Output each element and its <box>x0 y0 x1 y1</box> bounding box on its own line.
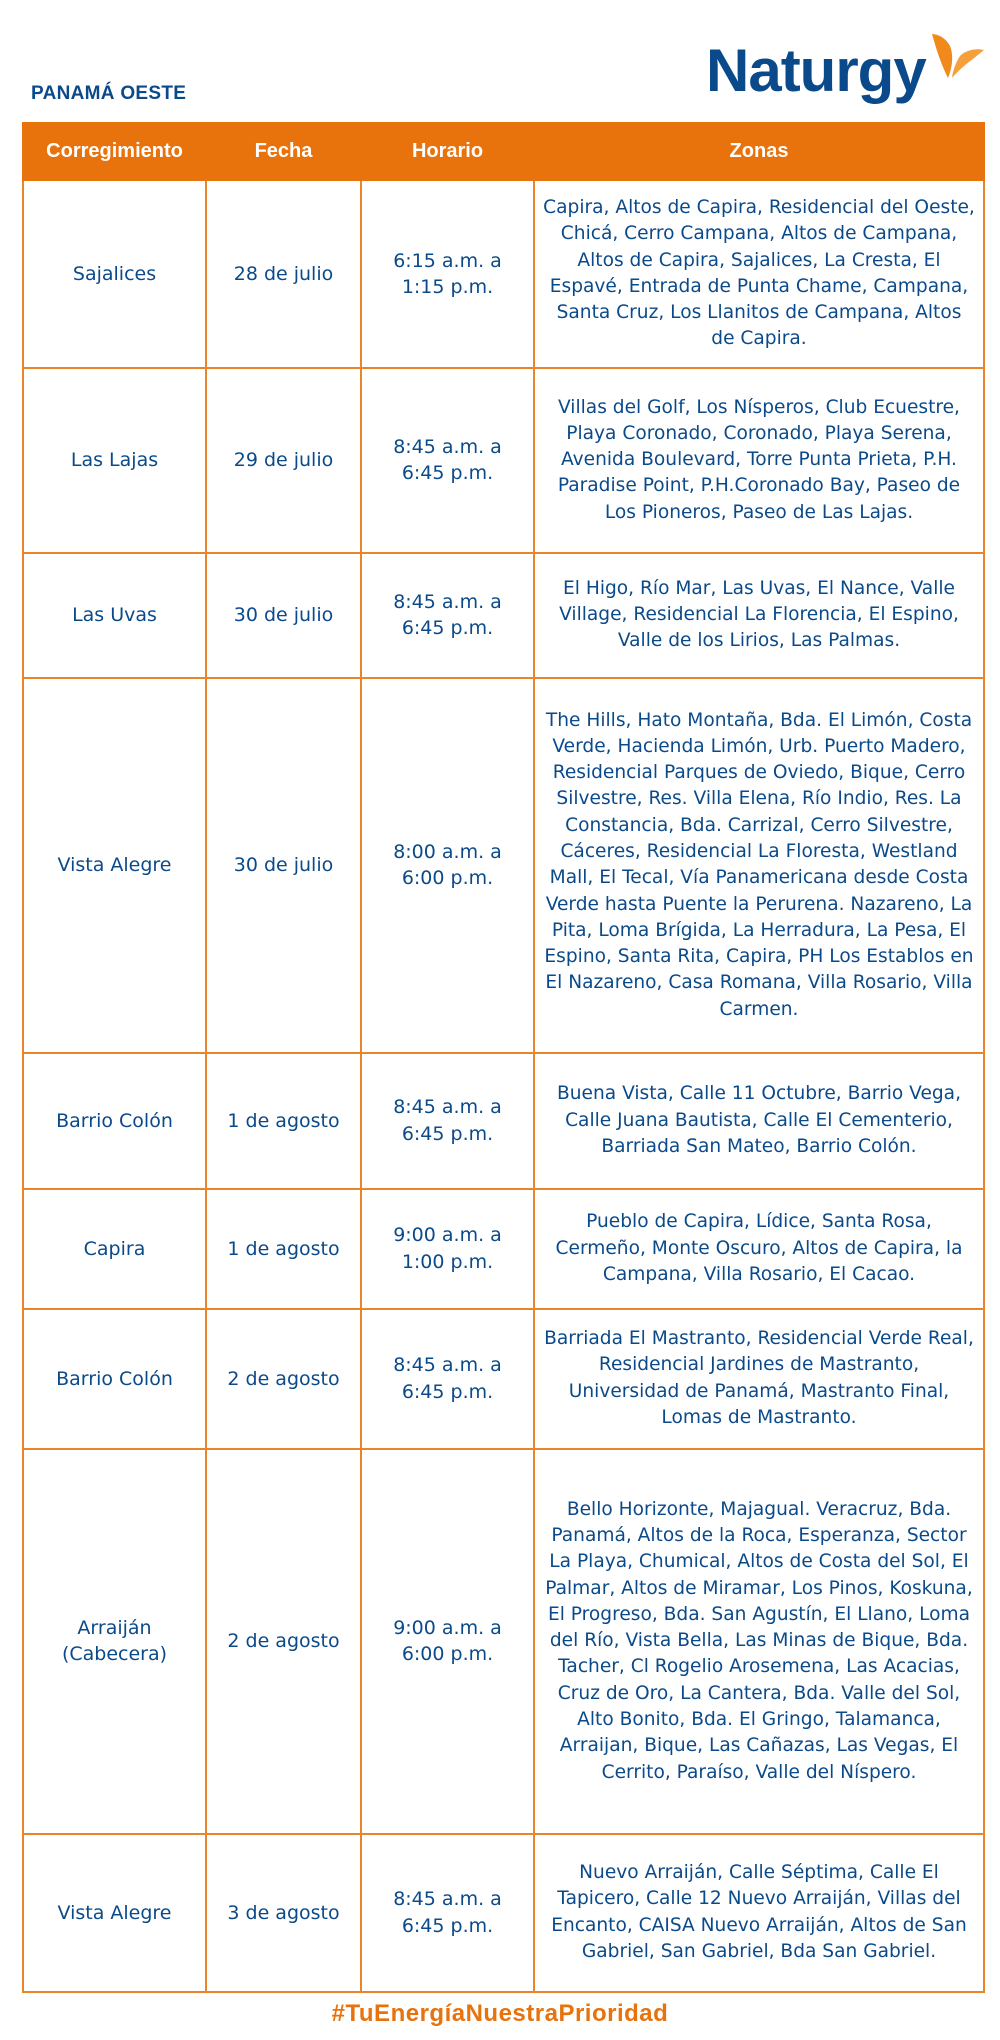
cell-horario: 8:45 a.m. a 6:45 p.m. <box>361 553 534 678</box>
schedule-table <box>22 122 985 1993</box>
cell-fecha: 30 de julio <box>206 553 361 678</box>
cell-zonas: El Higo, Río Mar, Las Uvas, El Nance, Valle Village, Residencial La Florencia, El Espino, Valle de los Lirios, Las Palmas. <box>534 553 984 678</box>
table-row <box>23 1834 984 1992</box>
cell-zonas: Nuevo Arraiján, Calle Séptima, Calle El Tapicero, Calle 12 Nuevo Arraiján, Villas del Encanto, CAISA Nuevo Arraiján, Altos de San Gabriel, San Gabriel, Bda San Gabriel. <box>534 1834 984 1992</box>
cell-fecha: 1 de agosto <box>206 1053 361 1189</box>
cell-corregimiento: Vista Alegre <box>23 1834 206 1992</box>
cell-fecha: 3 de agosto <box>206 1834 361 1992</box>
table-row <box>23 368 984 553</box>
cell-zonas: Bello Horizonte, Majagual. Veracruz, Bda. Panamá, Altos de la Roca, Esperanza, Sector La Playa, Chumical, Altos de Costa del Sol, El Palmar, Altos de Miramar, Los Pinos, Koskuna, El Progreso, Bda. San Agustín, El Llano, Loma del Río, Vista Bella, Las Minas de Bique, Bda. Tacher, Cl Rogelio Arosemena, Las Acacias, Cruz de Oro, La Cantera, Bda. Valle del Sol, Alto Bonito, Bda. El Gringo, Talamanca, Arraijan, Bique, Las Cañazas, Las Vegas, El Cerrito, Paraíso, Valle del Níspero. <box>534 1449 984 1834</box>
cell-corregimiento: Barrio Colón <box>23 1309 206 1449</box>
cell-horario: 8:45 a.m. a 6:45 p.m. <box>361 1053 534 1189</box>
cell-fecha: 2 de agosto <box>206 1449 361 1834</box>
table-row <box>23 553 984 678</box>
cell-zonas: Buena Vista, Calle 11 Octubre, Barrio Vega, Calle Juana Bautista, Calle El Cementerio, Barriada San Mateo, Barrio Colón. <box>534 1053 984 1189</box>
cell-corregimiento: Las Uvas <box>23 553 206 678</box>
column-header-zonas: Zonas <box>534 123 984 180</box>
cell-zonas: The Hills, Hato Montaña, Bda. El Limón, Costa Verde, Hacienda Limón, Urb. Puerto Madero, Residencial Parques de Oviedo, Bique, Cerro Silvestre, Res. Villa Elena, Río Indio, Res. La Constancia, Bda. Carrizal, Cerro Silvestre, Cáceres, Residencial La Floresta, Westland Mall, El Tecal, Vía Panamericana desde Costa Verde hasta Puente la Perurena. Nazareno, La Pita, Loma Brígida, La Herradura, La Pesa, El Espino, Santa Rita, Capira, PH Los Establos en El Nazareno, Casa Romana, Villa Rosario, Villa Carmen. <box>534 678 984 1053</box>
cell-zonas: Capira, Altos de Capira, Residencial del Oeste, Chicá, Cerro Campana, Altos de Campana, Altos de Capira, Sajalices, La Cresta, El Espavé, Entrada de Punta Chame, Campana, Santa Cruz, Los Llanitos de Campana, Altos de Capira. <box>534 180 984 368</box>
column-header-corregimiento: Corregimiento <box>23 123 206 180</box>
table-row <box>23 1449 984 1834</box>
cell-zonas: Pueblo de Capira, Lídice, Santa Rosa, Cermeño, Monte Oscuro, Altos de Capira, la Campana, Villa Rosario, El Cacao. <box>534 1189 984 1309</box>
column-header-horario: Horario <box>361 123 534 180</box>
cell-horario: 8:45 a.m. a 6:45 p.m. <box>361 368 534 553</box>
cell-horario: 9:00 a.m. a 1:00 p.m. <box>361 1189 534 1309</box>
cell-corregimiento: Arraiján (Cabecera) <box>23 1449 206 1834</box>
table-row <box>23 1053 984 1189</box>
table-row <box>23 1309 984 1449</box>
cell-horario: 8:45 a.m. a 6:45 p.m. <box>361 1834 534 1992</box>
column-header-fecha: Fecha <box>206 123 361 180</box>
cell-horario: 9:00 a.m. a 6:00 p.m. <box>361 1449 534 1834</box>
naturgy-logo <box>706 28 986 108</box>
table-row <box>23 1189 984 1309</box>
cell-zonas: Villas del Golf, Los Nísperos, Club Ecuestre, Playa Coronado, Coronado, Playa Serena, Avenida Boulevard, Torre Punta Prieta, P.H. Paradise Point, P.H.Coronado Bay, Paseo de Los Pioneros, Paseo de Las Lajas. <box>534 368 984 553</box>
cell-horario: 8:45 a.m. a 6:45 p.m. <box>361 1309 534 1449</box>
cell-corregimiento: Las Lajas <box>23 368 206 553</box>
cell-fecha: 30 de julio <box>206 678 361 1053</box>
footer-hashtag: #TuEnergíaNuestraPrioridad <box>331 2000 669 2027</box>
cell-corregimiento: Barrio Colón <box>23 1053 206 1189</box>
cell-corregimiento: Capira <box>23 1189 206 1309</box>
cell-corregimiento: Sajalices <box>23 180 206 368</box>
schedule-table-container <box>22 122 983 1993</box>
header <box>0 0 1000 122</box>
brand-name: Naturgy <box>706 37 926 104</box>
region-title: PANAMÁ OESTE <box>31 83 187 104</box>
cell-fecha: 29 de julio <box>206 368 361 553</box>
cell-fecha: 1 de agosto <box>206 1189 361 1309</box>
table-header-row <box>23 123 984 180</box>
table-row <box>23 180 984 368</box>
cell-fecha: 28 de julio <box>206 180 361 368</box>
cell-zonas: Barriada El Mastranto, Residencial Verde Real, Residencial Jardines de Mastranto, Universidad de Panamá, Mastranto Final, Lomas de Mastranto. <box>534 1309 984 1449</box>
butterfly-icon <box>926 28 986 88</box>
cell-fecha: 2 de agosto <box>206 1309 361 1449</box>
cell-corregimiento: Vista Alegre <box>23 678 206 1053</box>
cell-horario: 8:00 a.m. a 6:00 p.m. <box>361 678 534 1053</box>
cell-horario: 6:15 a.m. a 1:15 p.m. <box>361 180 534 368</box>
table-row <box>23 678 984 1053</box>
